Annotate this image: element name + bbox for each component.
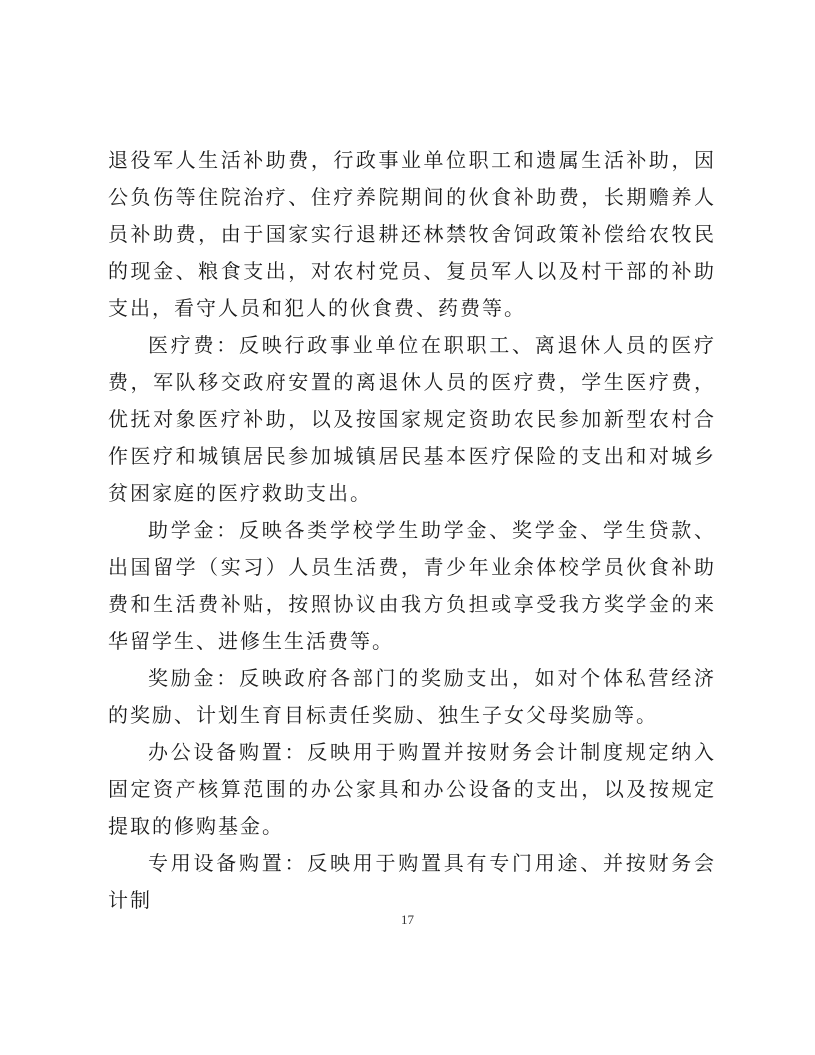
paragraph-special-equipment: 专用设备购置：反映用于购置具有专门用途、并按财务会计制	[108, 851, 716, 912]
body-text	[108, 142, 716, 919]
paragraph-student-grants: 助学金：反映各类学校学生助学金、奖学金、学生贷款、出国留学（实习）人员生活费，青少年业余体校学员伙食补助费和生活费补贴，按照协议由我方负担或享受我方奖学金的来华留学生、进修生生活费等。	[108, 518, 716, 653]
paragraph-continuation: 退役军人生活补助费，行政事业单位职工和遗属生活补助，因公负伤等住院治疗、住疗养院期间的伙食补助费，长期赡养人员补助费，由于国家实行退耕还林禁牧舍饲政策补偿给农牧民的现金、粮食支出，对农村党员、复员军人以及村干部的补助支出，看守人员和犯人的伙食费、药费等。	[108, 148, 716, 320]
paragraph-medical-expenses: 医疗费：反映行政事业单位在职职工、离退休人员的医疗费，军队移交政府安置的离退休人员的医疗费，学生医疗费，优抚对象医疗补助，以及按国家规定资助农民参加新型农村合作医疗和城镇居民参加城镇居民基本医疗保险的支出和对城乡贫困家庭的医疗救助支出。	[108, 333, 716, 505]
page-number: 17	[401, 912, 414, 927]
paragraph-rewards: 奖励金：反映政府各部门的奖励支出，如对个体私营经济的奖励、计划生育目标责任奖励、独生子女父母奖励等。	[108, 666, 716, 727]
paragraph-office-equipment: 办公设备购置：反映用于购置并按财务会计制度规定纳入固定资产核算范围的办公家具和办公设备的支出，以及按规定提取的修购基金。	[108, 740, 716, 838]
